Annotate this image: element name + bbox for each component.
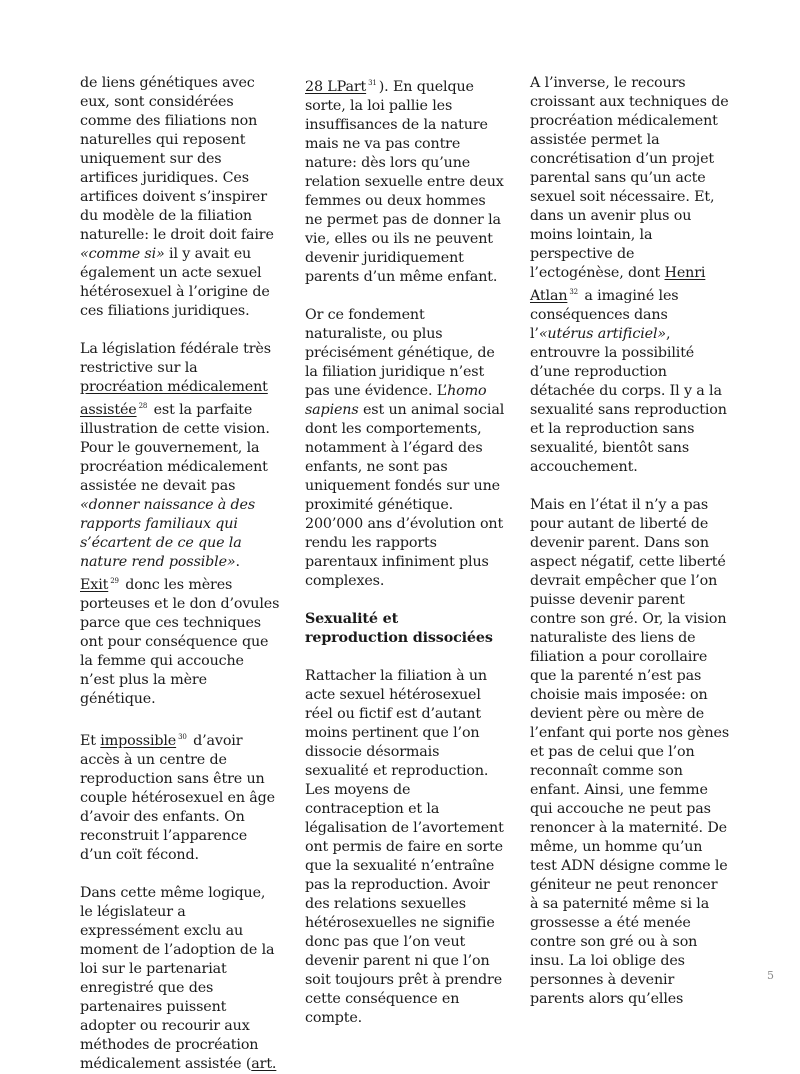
paragraph: Rattacher la filiation à un acte sexuel hétérosexuel réel ou fictif est d’autant moins pertinent que l’on dissocie désormais sexualité et reproduction. Les moyens de contraception et la légalisation de l’avortement ont permis de faire en sorte que la sexualité n’entraîne pas la reproduction. Avoir des relations sexuelles hétérosexuelles ne signifie donc pas que l’on veut devenir parent ni que l’on soit toujours prêt à prendre cette conséquence en compte. xyxy=(305,668,504,1026)
footnote-ref[interactable]: 28 xyxy=(138,402,148,410)
paragraph: A l’inverse, le recours croissant aux techniques de procréation médicalement assistée permet la concrétisation d’un projet parental sans qu’un acte sexuel soit nécessaire. Et, dans un avenir plus ou moins lointain, la perspective de l’ectogénèse, dont Henri Atlan $^{32}$ a imaginé les conséquences dans l’«utérus artificiel», entrouvre la possibilité d’une reproduction détachée du corps. Il y a la sexualité sans reproduction et la reproduction sans sexualité, bientôt sans accouchement. xyxy=(530,75,729,475)
paragraph: Or ce fondement naturaliste, ou plus précisément génétique, de la filiation juridique n’est pas une évidence. L’homo sapiens est un animal social dont les comportements, notamment à l’égard des enfants, ne sont pas uniquement fondés sur une proximité génétique. 200’000 ans d’évolution ont rendu les rapports parentaux infiniment plus complexes. xyxy=(305,307,505,589)
link-art[interactable]: art. xyxy=(251,1056,277,1072)
footnote-ref[interactable]: 29 xyxy=(110,577,119,585)
quote: «comme si» xyxy=(80,246,165,262)
link-exit[interactable]: Exit xyxy=(80,577,109,593)
quote: «donner naissance à des rapports familiaux qui s’écartent de ce que la nature rend possible» xyxy=(80,497,256,570)
footnote-ref[interactable]: 30 xyxy=(178,733,187,741)
column-2 xyxy=(305,74,505,1028)
quote: «utérus artificiel» xyxy=(538,326,666,342)
paragraph: 28 LPart $^{31}$ ). En quelque sorte, la loi pallie les insuffisances de la nature mais ne va pas contre nature: dès lors qu’une relation sexuelle entre deux femmes ou deux hommes ne permet pas de donner la vie, elles ou ils ne peuvent devenir juridiquement parents d’un même enfant. xyxy=(305,79,504,285)
paragraph: La législation fédérale très restrictive sur la procréation médicalement assistée $^{28}$ est la parfaite illustration de cette vision. Pour le gouvernement, la procréation médicalement assistée ne devait pas «donner naissance à des rapports familiaux qui s’écartent de ce que la nature rend possible». Exit $^{29}$ donc les mères porteuses et le don d’ovules parce que ces techniques ont pour conséquence que la femme qui accouche n’est plus la mère génétique. xyxy=(80,341,280,707)
paragraph: de liens génétiques avec eux, sont considérées comme des filiations non naturelles qui reposent uniquement sur des artifices juridiques. Ces artifices doivent s’inspirer du modèle de la filiation naturelle: le droit doit faire «comme si» il y avait eu également un acte sexuel hétérosexuel à l’origine de ces filiations juridiques. xyxy=(80,75,274,319)
page-number: 5 xyxy=(767,969,774,982)
column-3 xyxy=(530,74,730,1009)
paragraph: Dans cette même logique, le législateur a expressément exclu au moment de l’adoption de la loi sur le partenariat enregistré que des partenaires puissent adopter ou recourir aux méthodes de procréation médicalement assistée (art. xyxy=(80,885,277,1072)
link-procreation[interactable]: procréation médicalement assistée xyxy=(80,379,268,418)
link-lpart[interactable]: 28 LPart xyxy=(305,79,367,95)
term: homo sapiens xyxy=(305,383,487,418)
link-henri-atlan[interactable]: Henri Atlan xyxy=(530,265,706,304)
footnote-ref[interactable]: 32 xyxy=(569,288,578,296)
link-impossible[interactable]: impossible xyxy=(100,733,177,749)
column-1 xyxy=(80,74,280,1074)
paragraph: Mais en l’état il n’y a pas pour autant de liberté de devenir parent. Dans son aspect négatif, cette liberté devrait empêcher que l’on puisse devenir parent contre son gré. Or, la vision naturaliste des liens de filiation a pour corollaire que la parenté n’est pas choisie mais imposée: on devient père ou mère de l’enfant qui porte nos gènes et pas de celui que l’on reconnaît comme son enfant. Ainsi, une femme qui accouche ne peut pas renoncer à la maternité. De même, un homme qu’un test ADN désigne comme le géniteur ne peut renoncer à sa paternité même si la grossesse a été menée contre son gré ou à son insu. La loi oblige des personnes à devenir parents alors qu’elles xyxy=(530,497,730,1007)
footnote-ref[interactable]: 31 xyxy=(368,79,377,87)
paragraph: Et impossible $^{30}$ d’avoir accès à un centre de reproduction sans être un couple hétérosexuel en âge d’avoir des enfants. On reconstruit l’apparence d’un coït fécond. xyxy=(80,733,275,863)
section-heading: Sexualité et reproduction dissociées xyxy=(305,611,493,646)
